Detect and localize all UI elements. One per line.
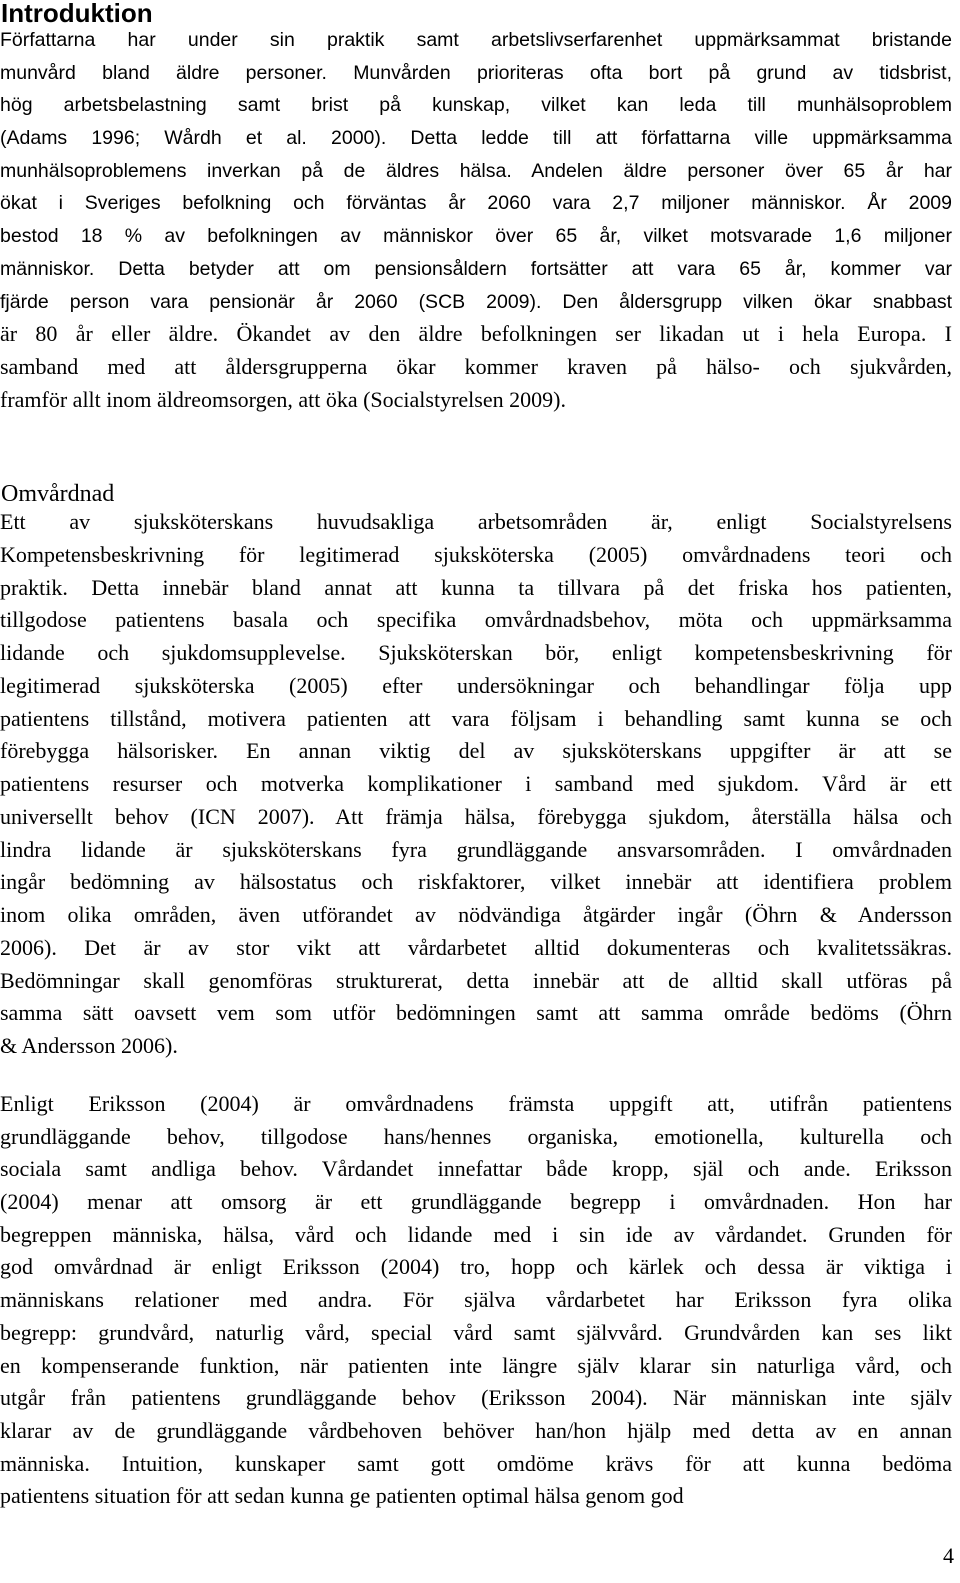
text-line: begreppen människa, hälsa, vård och lidande med i sin ide av vårdandet. Grunden för (0, 1221, 952, 1247)
heading-omvardnad: Omvårdnad (1, 481, 115, 507)
text-line: människans relationer med andra. För själva vårdarbetet har Eriksson fyra olika (0, 1287, 952, 1313)
text-line: utgår från patientens grundläggande behov (Eriksson 2004). När människan inte själv (0, 1385, 952, 1411)
text-line: lidande och sjukdomsupplevelse. Sjuksköterskan bör, enligt kompetensbeskrivning för (0, 640, 952, 665)
text-line: bestod 18 % av befolkningen av människor över 65 år, vilket motsvarade 1,6 miljoner (0, 225, 952, 248)
text-line: begrepp: grundvård, naturlig vård, special vård samt självvård. Grundvården kan ses likt (0, 1319, 952, 1345)
text-line: praktik. Detta innebär bland annat att kunna ta tillvara på det friska hos patienten, (0, 574, 952, 600)
text-line: samma sätt oavsett vem som utför bedömningen samt att samma område bedöms (Öhrn (0, 1000, 952, 1026)
text-line: patientens resurser och motverka komplikationer i samband med sjukdom. Vård är ett (0, 771, 952, 796)
text-line: Författarna har under sin praktik samt arbetslivserfarenhet uppmärksammat bristande (0, 29, 952, 51)
paragraph-eriksson (0, 1088, 952, 1513)
heading-introduktion: Introduktion (1, 0, 153, 28)
text-line: människor. Detta betyder att om pensionsåldern fortsätter att vara 65 år, kommer var (0, 257, 952, 280)
text-line: människa. Intuition, kunskaper samt gott omdöme krävs för att kunna bedöma (0, 1450, 952, 1476)
text-line: legitimerad sjuksköterska (2005) efter undersökningar och behandlingar följa upp (0, 672, 952, 698)
text-line: & Andersson 2006). (0, 1033, 178, 1058)
text-line: grundläggande behov, tillgodose hans/hennes organiska, emotionella, kulturella och (0, 1123, 952, 1149)
text-line: Enligt Eriksson (2004) är omvårdnadens främsta uppgift att, utifrån patientens (0, 1091, 952, 1116)
text-line: Ett av sjuksköterskans huvudsakliga arbetsområden är, enligt Socialstyrelsens (0, 509, 952, 534)
text-line: Bedömningar skall genomföras strukturerat, detta innebär att de alltid skall utföras på (0, 967, 952, 993)
text-line: hög arbetsbelastning samt brist på kunskap, vilket kan leda till munhälsoproblem (0, 94, 952, 117)
text-line: framför allt inom äldreomsorgen, att öka (Socialstyrelsen 2009). (0, 386, 566, 412)
text-line: fjärde person vara pensionär år 2060 (SCB 2009). Den åldersgrupp vilken ökar snabbast (0, 290, 952, 313)
text-line: sociala samt andliga behov. Vårdandet innefattar både kropp, själ och ande. Eriksson (0, 1156, 952, 1182)
text-line: förebygga hälsorisker. En annan viktig del av sjuksköterskans uppgifter är att se (0, 738, 952, 764)
text-line: patientens situation för att sedan kunna ge patienten optimal hälsa genom god (0, 1483, 684, 1509)
text-line: lindra lidande är sjuksköterskans fyra grundläggande ansvarsområden. I omvårdnaden (0, 836, 952, 862)
text-line: 2006). Det är av stor vikt att vårdarbetet alltid dokumenteras och kvalitetssäkras. (0, 934, 952, 960)
text-line: patientens tillstånd, motivera patienten att vara följsam i behandling samt kunna se och (0, 705, 952, 731)
text-line: klarar av de grundläggande vårdbehoven behöver han/hon hjälp med detta av en annan (0, 1417, 952, 1443)
text-line: tillgodose patientens basala och specifika omvårdnadsbehov, möta och uppmärksamma (0, 607, 952, 633)
paragraph-introduktion (0, 24, 952, 416)
text-line: samband med att åldersgrupperna ökar kommer kraven på hälso- och sjukvården, (0, 353, 952, 379)
paragraph-omvardnad (0, 506, 952, 1063)
text-line: munhälsoproblemens inverkan på de äldres hälsa. Andelen äldre personer över 65 år har (0, 159, 952, 182)
text-line: ingår bedömning av hälsostatus och riskfaktorer, vilket innebär att identifiera problem (0, 869, 952, 895)
text-line: Kompetensbeskrivning för legitimerad sjuksköterska (2005) omvårdnadens teori och (0, 541, 952, 567)
text-line: munvård bland äldre personer. Munvården prioriteras ofta bort på grund av tidsbrist, (0, 61, 952, 84)
text-line: inom olika områden, även utförandet av nödvändiga åtgärder ingår (Öhrn & Andersson (0, 902, 952, 927)
text-line: (Adams 1996; Wårdh et al. 2000). Detta ledde till att författarna ville uppmärksamma (0, 127, 952, 150)
text-line: (2004) menar att omsorg är ett grundläggande begrepp i omvårdnaden. Hon har (0, 1189, 952, 1215)
text-line: universellt behov (ICN 2007). Att främja hälsa, förebygga sjukdom, återställa hälsa och (0, 803, 952, 829)
page-number: 4 (943, 1543, 954, 1568)
text-line: ökat i Sveriges befolkning och förväntas år 2060 vara 2,7 miljoner människor. År 2009 (0, 192, 952, 215)
text-line: god omvårdnad är enligt Eriksson (2004) tro, hopp och kärlek och dessa är viktiga i (0, 1254, 952, 1280)
text-line: en kompenserande funktion, när patienten inte längre själv klarar sin naturliga vård, och (0, 1352, 952, 1378)
text-line: är 80 år eller äldre. Ökandet av den äldre befolkningen ser likadan ut i hela Europa. I (0, 321, 952, 347)
